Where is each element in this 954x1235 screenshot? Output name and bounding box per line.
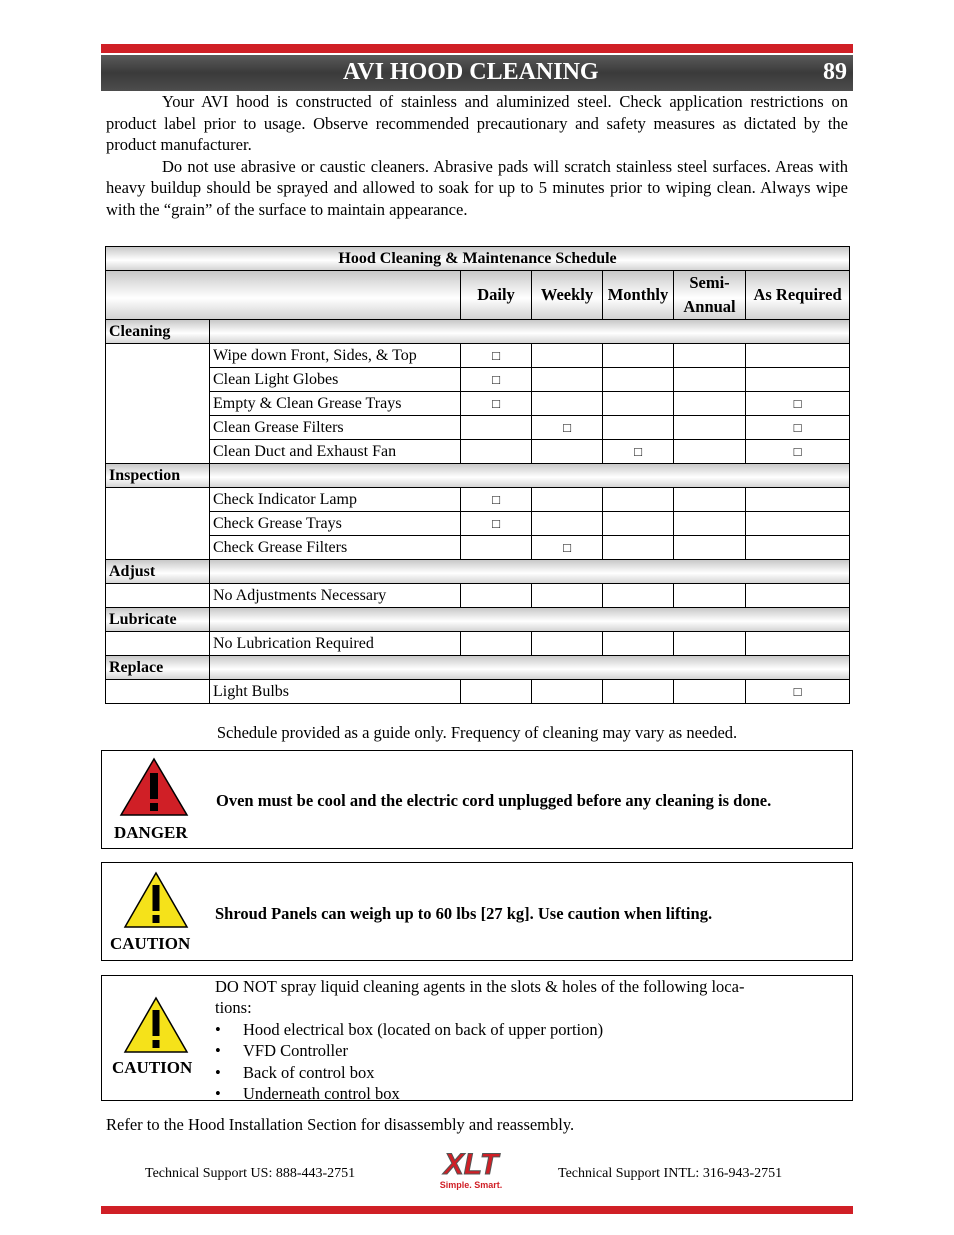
- section-blank-cell: [106, 632, 210, 656]
- frequency-cell: [532, 584, 603, 608]
- frequency-cell: [461, 632, 532, 656]
- frequency-cell: [461, 536, 532, 560]
- col-semi-annual: [674, 271, 746, 320]
- frequency-cell: [532, 440, 603, 464]
- support-intl: Technical Support INTL: 316-943-2751: [558, 1166, 783, 1181]
- checkbox-icon: □: [793, 395, 802, 411]
- frequency-cell: [461, 512, 532, 536]
- table-row: [106, 488, 850, 512]
- frequency-cell: [603, 512, 674, 536]
- task-name: No Adjustments Necessary: [210, 584, 461, 608]
- caution-2-line-2: tions:: [215, 998, 252, 1018]
- frequency-cell: [461, 584, 532, 608]
- frequency-cell: [746, 488, 850, 512]
- frequency-cell: [461, 392, 532, 416]
- section-name: Replace: [106, 656, 210, 680]
- logo-text: XLT: [443, 1148, 499, 1181]
- frequency-cell: [746, 392, 850, 416]
- frequency-cell: [674, 488, 746, 512]
- danger-label: DANGER: [114, 823, 188, 842]
- frequency-cell: [461, 680, 532, 704]
- support-us: Technical Support US: 888-443-2751: [145, 1166, 356, 1181]
- checkbox-icon: □: [563, 419, 571, 435]
- checkbox-icon: □: [492, 395, 500, 411]
- section-name: Lubricate: [106, 608, 210, 632]
- frequency-cell: [746, 536, 850, 560]
- table-header-row: [106, 271, 850, 320]
- frequency-cell: [603, 584, 674, 608]
- task-name: Clean Duct and Exhaust Fan: [210, 440, 461, 464]
- table-row: [106, 680, 850, 704]
- frequency-cell: [674, 584, 746, 608]
- section-blank-cell: [106, 344, 210, 464]
- frequency-cell: [674, 344, 746, 368]
- frequency-cell: [532, 392, 603, 416]
- section-spacer: [210, 656, 850, 680]
- frequency-cell: [532, 416, 603, 440]
- frequency-cell: [603, 392, 674, 416]
- table-row: [106, 416, 850, 440]
- table-row: [106, 392, 850, 416]
- logo-tagline: Simple. Smart.: [439, 1180, 503, 1190]
- frequency-cell: [532, 488, 603, 512]
- section-blank-cell: [106, 488, 210, 560]
- frequency-cell: [746, 368, 850, 392]
- frequency-cell: [603, 680, 674, 704]
- section-spacer: [210, 560, 850, 584]
- section-row: [106, 560, 850, 584]
- frequency-cell: [746, 512, 850, 536]
- danger-warning-icon: [119, 757, 189, 817]
- list-item: • VFD Controller: [215, 1040, 835, 1061]
- list-item: • Back of control box: [215, 1062, 835, 1083]
- table-row: [106, 344, 850, 368]
- frequency-cell: [603, 536, 674, 560]
- frequency-cell: [461, 440, 532, 464]
- table-row: [106, 584, 850, 608]
- section-blank-cell: [106, 680, 210, 704]
- frequency-cell: [532, 368, 603, 392]
- danger-box: [101, 750, 853, 849]
- table-row: [106, 632, 850, 656]
- frequency-cell: [603, 632, 674, 656]
- section-row: [106, 656, 850, 680]
- section-spacer: [210, 464, 850, 488]
- maintenance-schedule-table: [105, 246, 850, 704]
- task-name: Wipe down Front, Sides, & Top: [210, 344, 461, 368]
- task-name: Check Grease Trays: [210, 512, 461, 536]
- checkbox-icon: □: [492, 347, 500, 363]
- caution-label-1: CAUTION: [110, 934, 191, 953]
- section-row: [106, 320, 850, 344]
- frequency-cell: [603, 488, 674, 512]
- frequency-cell: [603, 368, 674, 392]
- frequency-cell: [603, 416, 674, 440]
- refer-note: Refer to the Hood Installation Section for disassembly and reassembly.: [106, 1115, 575, 1134]
- page-title-bar: [101, 55, 853, 91]
- frequency-cell: [532, 512, 603, 536]
- header-blank: [106, 271, 461, 320]
- checkbox-icon: □: [492, 491, 500, 507]
- section-spacer: [210, 320, 850, 344]
- caution-message-1: Shroud Panels can weigh up to 60 lbs [27 kg]. Use caution when lifting.: [215, 904, 713, 923]
- frequency-cell: [674, 632, 746, 656]
- frequency-cell: [674, 680, 746, 704]
- frequency-cell: [532, 632, 603, 656]
- frequency-cell: [674, 512, 746, 536]
- section-blank-cell: [106, 584, 210, 608]
- frequency-cell: [532, 536, 603, 560]
- frequency-cell: [674, 440, 746, 464]
- section-name: Cleaning: [106, 320, 210, 344]
- col-monthly: Monthly: [603, 271, 674, 320]
- frequency-cell: [746, 632, 850, 656]
- frequency-cell: [603, 440, 674, 464]
- checkbox-icon: □: [634, 443, 642, 459]
- xlt-logo: [416, 1145, 526, 1191]
- caution-2-location-list: [215, 1019, 835, 1105]
- checkbox-icon: □: [793, 683, 802, 699]
- page-title: AVI HOOD CLEANING: [343, 59, 599, 85]
- frequency-cell: [746, 680, 850, 704]
- caution-message-2: [215, 976, 835, 1104]
- col-weekly: Weekly: [532, 271, 603, 320]
- top-rule: [101, 44, 853, 53]
- frequency-cell: [461, 416, 532, 440]
- list-item: • Underneath control box: [215, 1083, 835, 1104]
- col-daily: Daily: [461, 271, 532, 320]
- table-row: [106, 368, 850, 392]
- caution-2-line-1: DO NOT spray liquid cleaning agents in the slots & holes of the following loca-: [215, 977, 745, 996]
- frequency-cell: [674, 536, 746, 560]
- section-row: [106, 608, 850, 632]
- caution-box-1: [101, 862, 853, 961]
- table-row: [106, 536, 850, 560]
- page-number: 89: [823, 59, 847, 85]
- section-spacer: [210, 608, 850, 632]
- schedule-note: Schedule provided as a guide only. Frequency of cleaning may vary as needed.: [216, 723, 738, 742]
- frequency-cell: [461, 368, 532, 392]
- frequency-cell: [532, 680, 603, 704]
- table-row: [106, 440, 850, 464]
- checkbox-icon: □: [492, 371, 500, 387]
- task-name: Check Grease Filters: [210, 536, 461, 560]
- frequency-cell: [674, 392, 746, 416]
- checkbox-icon: □: [492, 515, 500, 531]
- danger-message: Oven must be cool and the electric cord unplugged before any cleaning is done.: [216, 791, 772, 810]
- caution-label-2: CAUTION: [112, 1058, 193, 1077]
- frequency-cell: [746, 344, 850, 368]
- col-semi-line2: Annual: [683, 297, 736, 316]
- frequency-cell: [461, 488, 532, 512]
- xlt-logo-icon: [416, 1145, 526, 1191]
- frequency-cell: [674, 416, 746, 440]
- task-name: Clean Grease Filters: [210, 416, 461, 440]
- section-name: Adjust: [106, 560, 210, 584]
- caution-box-2: [101, 975, 853, 1104]
- frequency-cell: [746, 584, 850, 608]
- section-name: Inspection: [106, 464, 210, 488]
- col-as-required: As Required: [746, 271, 850, 320]
- table-caption: Hood Cleaning & Maintenance Schedule: [106, 247, 850, 271]
- frequency-cell: [532, 344, 603, 368]
- table-caption-row: [106, 247, 850, 271]
- frequency-cell: [603, 344, 674, 368]
- caution-warning-icon: [123, 871, 189, 929]
- bottom-rule: [101, 1206, 853, 1214]
- frequency-cell: [461, 344, 532, 368]
- frequency-cell: [674, 368, 746, 392]
- checkbox-icon: □: [793, 443, 802, 459]
- checkbox-icon: □: [793, 419, 802, 435]
- caution-warning-icon: [123, 996, 189, 1054]
- task-name: Light Bulbs: [210, 680, 461, 704]
- section-row: [106, 464, 850, 488]
- list-item: • Hood electrical box (located on back of upper portion): [215, 1019, 835, 1040]
- task-name: Check Indicator Lamp: [210, 488, 461, 512]
- task-name: No Lubrication Required: [210, 632, 461, 656]
- task-name: Empty & Clean Grease Trays: [210, 392, 461, 416]
- frequency-cell: [746, 440, 850, 464]
- intro-paragraph-1: Your AVI hood is constructed of stainless and aluminized steel. Check application restrictions on product label prior to usage. Observe recommended precautionary and safety measures as dictated by the product manufacturer.: [106, 92, 848, 155]
- checkbox-icon: □: [563, 539, 571, 555]
- intro-paragraph-2: Do not use abrasive or caustic cleaners. Abrasive pads will scratch stainless steel surfaces. Areas with heavy buildup should be sprayed and allowed to soak for up to 5 minutes prior to wiping clean. Always wipe with the “grain” of the surface to maintain appearance.: [106, 156, 848, 219]
- intro-text: [106, 91, 848, 221]
- table-row: [106, 512, 850, 536]
- frequency-cell: [746, 416, 850, 440]
- col-semi-line1: Semi-: [689, 273, 730, 292]
- task-name: Clean Light Globes: [210, 368, 461, 392]
